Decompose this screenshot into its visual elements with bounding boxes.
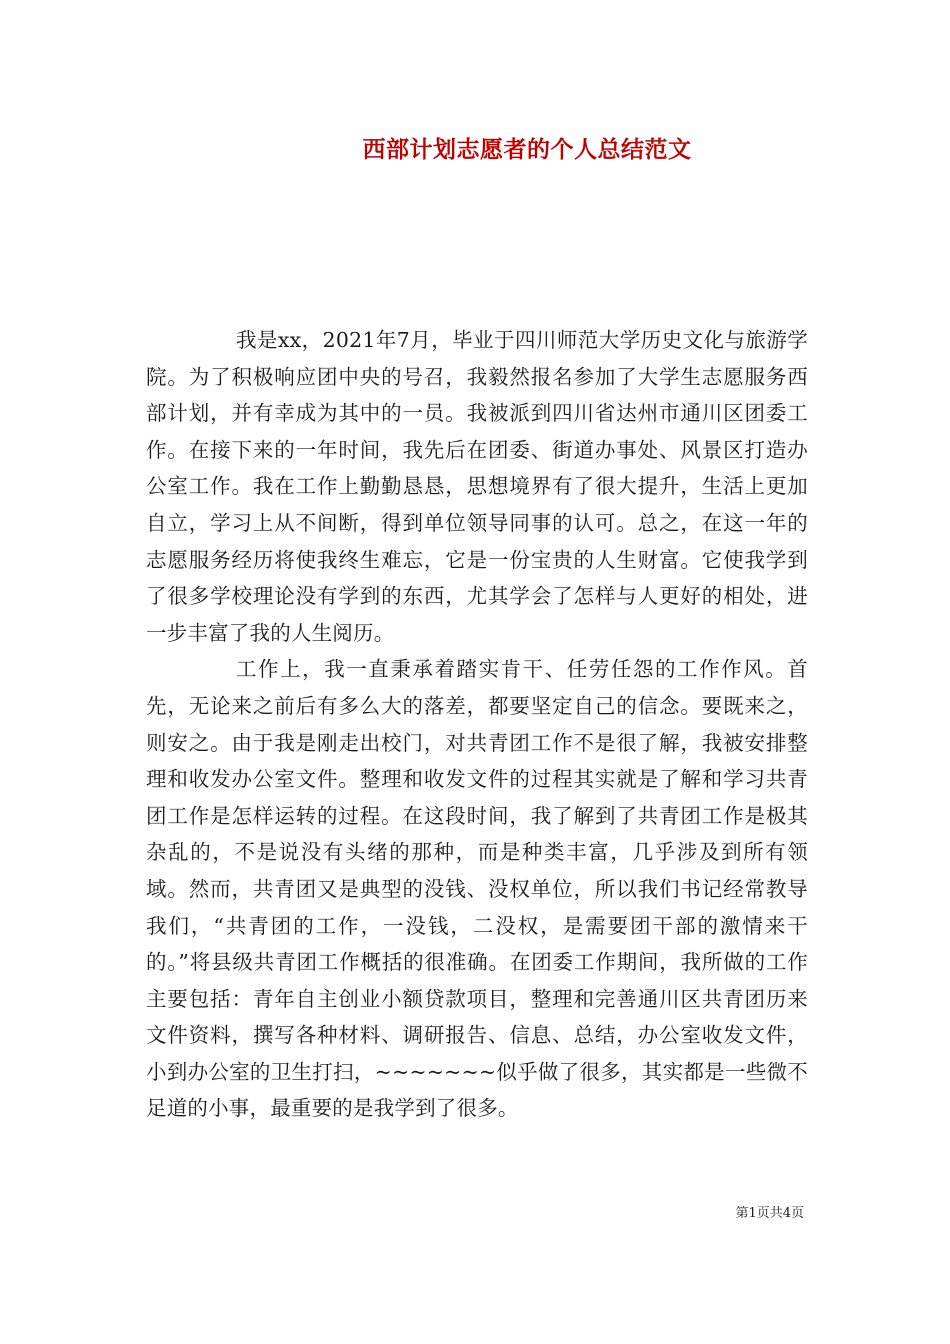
paragraph-1: 我是xx，2021年7月，毕业于四川师范大学历史文化与旅游学院。为了积极响应团中央的号召，我毅然报名参加了大学生志愿服务西部计划，并有幸成为其中的一员。我被派到四川省达州市通川区团委工作。在接下来的一年时间，我先后在团委、街道办事处、风景区打造办公室工作。我在工作上勤勤恳恳，思想境界有了很大提升，生活上更加自立，学习上从不间断，得到单位领导同事的认可。总之，在这一年的志愿服务经历将使我终生难忘，它是一份宝贵的人生财富。它使我学到了很多学校理论没有学到的东西，尤其学会了怎样与人更好的相处，进一步丰富了我的人生阅历。 (146, 328, 808, 645)
document-body (146, 322, 808, 1127)
document-title: 西部计划志愿者的个人总结范文 (362, 136, 692, 163)
page-number-footer: 第1页共4页 (735, 1206, 804, 1221)
paragraph-2: 工作上，我一直秉承着踏实肯干、任劳任怨的工作作风。首先，无论来之前后有多么大的落差，都要坚定自己的信念。要既来之，则安之。由于我是刚走出校门，对共青团工作不是很了解，我被安排整理和收发办公室文件。整理和收发文件的过程其实就是了解和学习共青团工作是怎样运转的过程。在这段时间，我了解到了共青团工作是极其杂乱的，不是说没有头绪的那种，而是种类丰富，几乎涉及到所有领域。然而，共青团又是典型的没钱、没权单位，所以我们书记经常教导我们，“共青团的工作，一没钱，二没权，是需要团干部的激情来干的。”将县级共青团工作概括的很准确。在团委工作期间，我所做的工作主要包括：青年自主创业小额贷款项目，整理和完善通川区共青团历来文件资料，撰写各种材料、调研报告、信息、总结，办公室收发文件，小到办公室的卫生打扫，~~~~~~~似乎做了很多，其实都是一些微不足道的小事，最重要的是我学到了很多。 (146, 657, 808, 1121)
